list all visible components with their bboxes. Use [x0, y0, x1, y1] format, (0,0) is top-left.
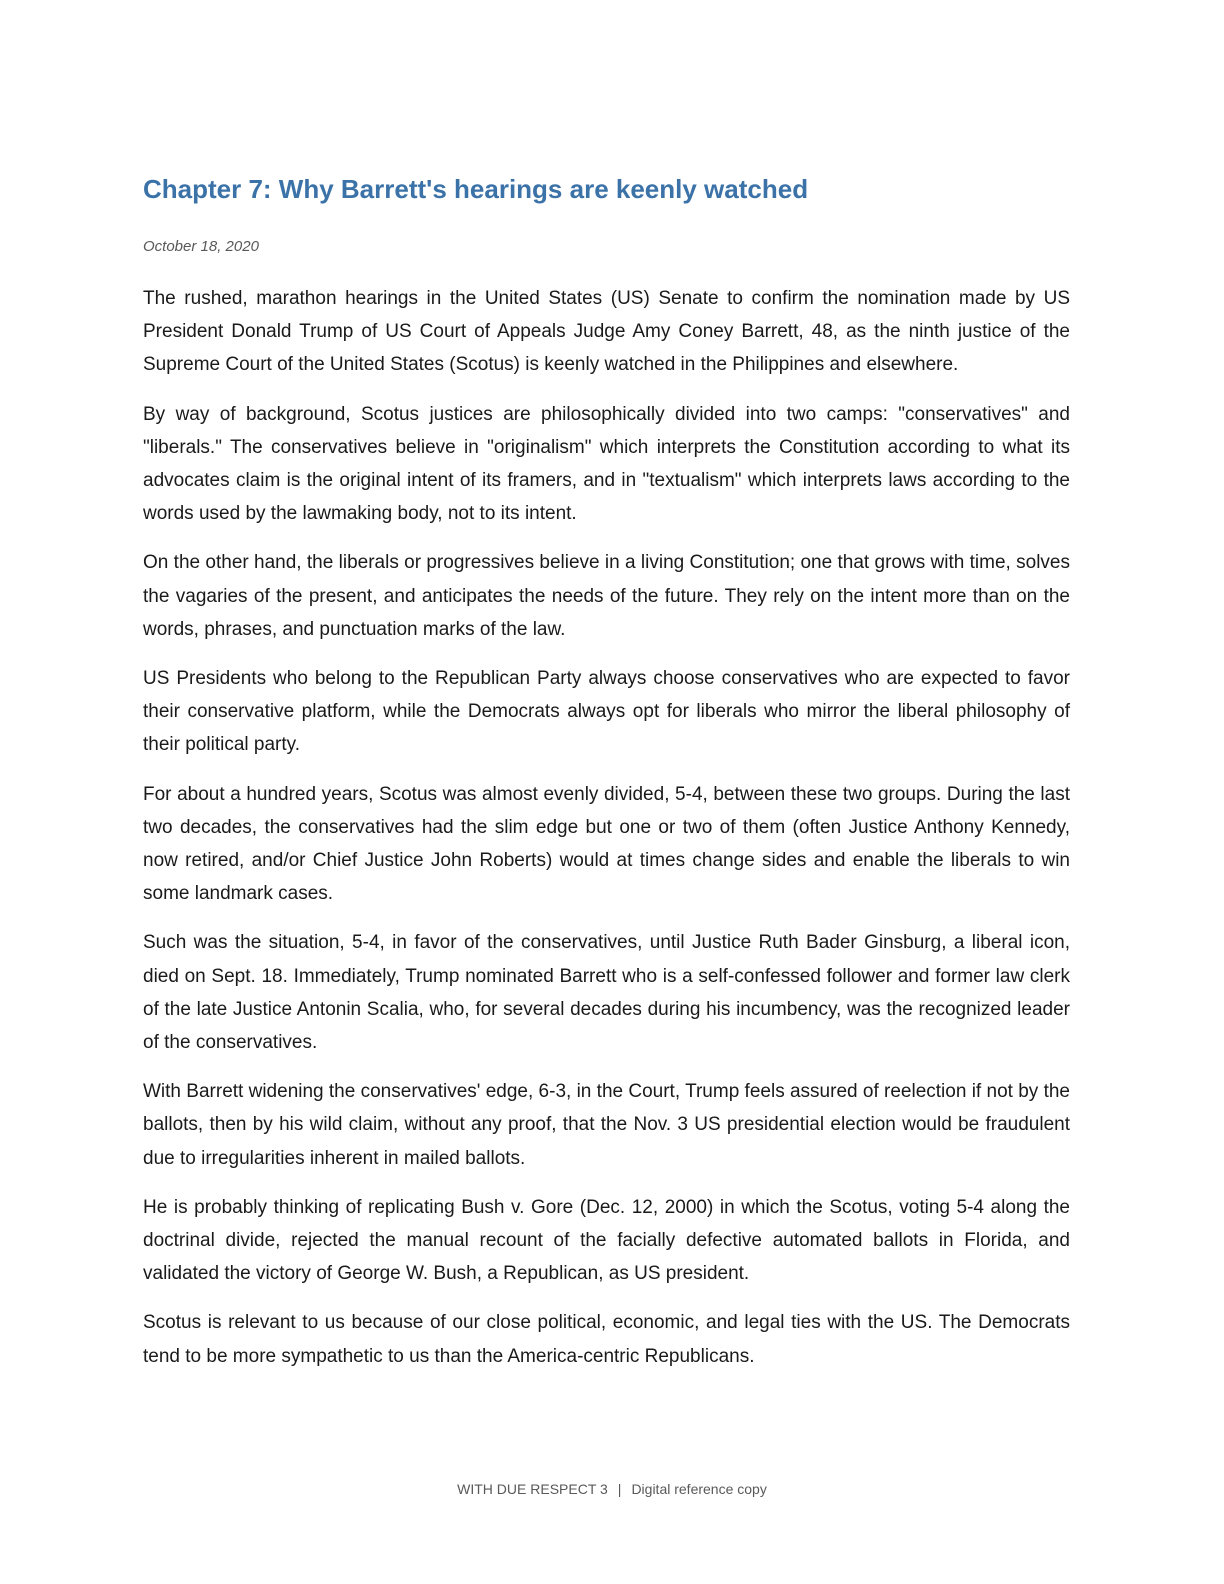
paragraph: The rushed, marathon hearings in the United States (US) Senate to confirm the nomination made by US President Donald Trump of US Court of Appeals Judge Amy Coney Barrett, 48, as the ninth justice of the Supreme Court of the United States (Scotus) is keenly watched in the Philippines and elsewhere. [143, 288, 1070, 376]
chapter-title: Chapter 7: Why Barrett's hearings are keenly watched [143, 174, 809, 204]
paragraph: By way of background, Scotus justices are philosophically divided into two camps: "conservatives" and "liberals." The conservatives believe in "originalism" which interprets the Constitution according to what its advocates claim is the original intent of its framers, and in "textualism" which interprets laws according to the words used by the lawmaking body, not to its intent. [143, 403, 1070, 525]
paragraph: With Barrett widening the conservatives' edge, 6-3, in the Court, Trump feels assured of reelection if not by the ballots, then by his wild claim, without any proof, that the Nov. 3 US presidential election would be fraudulent due to irregularities inherent in mailed ballots. [143, 1081, 1070, 1169]
paragraph: On the other hand, the liberals or progressives believe in a living Constitution; one that grows with time, solves the vagaries of the present, and anticipates the needs of the future. They rely on the intent more than on the words, phrases, and punctuation marks of the law. [143, 552, 1070, 640]
paragraph: He is probably thinking of replicating Bush v. Gore (Dec. 12, 2000) in which the Scotus, voting 5-4 along the doctrinal divide, rejected the manual recount of the facially defective automated ballots in Florida, and validated the victory of George W. Bush, a Republican, as US president. [143, 1196, 1070, 1285]
paragraph: For about a hundred years, Scotus was almost evenly divided, 5-4, between these two groups. During the last two decades, the conservatives had the slim edge but one or two of them (often Justice Anthony Kennedy, now retired, and/or Chief Justice John Roberts) would at times change sides and enable the liberals to win some landmark cases. [143, 783, 1070, 905]
paragraph: Scotus is relevant to us because of our close political, economic, and legal ties with the US. The Democrats tend to be more sympathetic to us than the America-centric Republicans. [143, 1312, 1070, 1367]
footer-book-title: WITH DUE RESPECT 3 [457, 1481, 608, 1497]
paragraph: US Presidents who belong to the Republican Party always choose conservatives who are expected to favor their conservative platform, while the Democrats always opt for liberals who mirror the liberal philosophy of their political party. [143, 668, 1070, 756]
chapter-content [143, 168, 1070, 1389]
footer-separator: | [617, 1481, 622, 1497]
footer-note: Digital reference copy [631, 1481, 767, 1497]
chapter-date: October 18, 2020 [143, 238, 259, 255]
chapter-body [143, 282, 1070, 1373]
paragraph: Such was the situation, 5-4, in favor of the conservatives, until Justice Ruth Bader Ginsburg, a liberal icon, died on Sept. 18. Immediately, Trump nominated Barrett who is a self-confessed follower and former law clerk of the late Justice Antonin Scalia, who, for several decades during his incumbency, was the recognized leader of the conservatives. [143, 932, 1070, 1054]
page-footer [0, 1478, 1224, 1500]
